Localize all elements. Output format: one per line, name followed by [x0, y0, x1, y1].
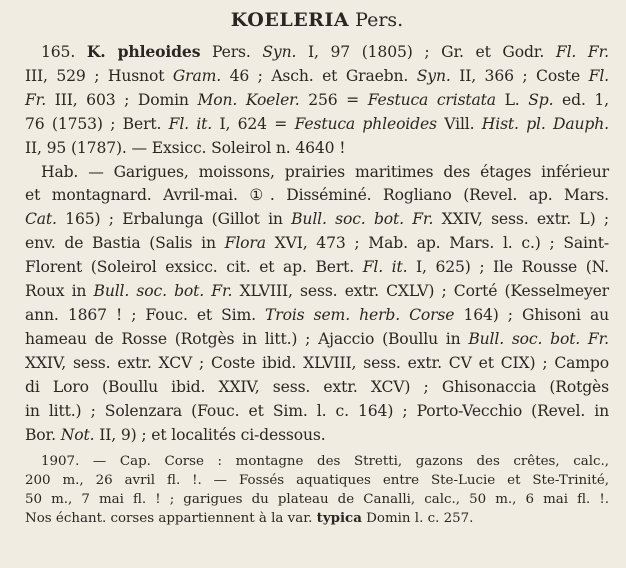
text-line	[25, 453, 609, 472]
text-line	[25, 304, 609, 328]
text-line	[25, 208, 609, 232]
text-line	[25, 184, 609, 208]
text-run: Florent (Soleirol exsicc. cit. et ap. Bert.	[25, 258, 363, 277]
text-run: 1907. — Cap. Corse : montagne des Stretti, gazons des crêtes, calc.,	[41, 454, 609, 470]
text-run: XLVIII, sess. extr. CXLV) ; Corté (Kesselmeyer	[232, 282, 609, 301]
text-run: I, 97 (1805) ; Gr. et Godr.	[296, 43, 556, 61]
text-line	[25, 89, 609, 113]
text-line	[25, 161, 609, 185]
text-run: III, 603 ; Domin	[46, 90, 198, 109]
text-run: 165) ; Erbalunga (Gillot in	[56, 210, 292, 229]
italic-run: Bull. soc. bot. Fr.	[93, 282, 233, 301]
text-run: Pers.	[200, 43, 263, 61]
text-run: XVI, 473 ; Mab. ap. Mars. l. c.) ; Saint-	[265, 234, 609, 253]
text-run: 165.	[41, 43, 87, 61]
text-run: env. de Bastia (Salis in	[25, 234, 225, 253]
text-line	[25, 376, 609, 400]
text-line	[25, 352, 609, 376]
italic-run: Sp.	[528, 90, 554, 109]
text-line	[25, 491, 609, 510]
text-run: Hab. — Garigues, moissons, prairies maritimes des étages inférieur	[41, 162, 609, 181]
text-run: III, 529 ; Husnot	[25, 66, 173, 85]
observations-paragraph	[25, 453, 609, 528]
italic-run: Festuca phleoides	[294, 114, 437, 133]
italic-run: Fl. it.	[362, 258, 408, 277]
text-line	[25, 137, 609, 161]
italic-run: Fl.	[588, 66, 609, 85]
text-line	[25, 509, 609, 529]
text-run: Vill.	[436, 114, 482, 133]
genus-author: Pers.	[355, 9, 404, 31]
text-line	[25, 472, 609, 491]
text-run: 256 =	[299, 90, 368, 109]
bold-run: K. phleoides	[86, 42, 201, 61]
italic-run: Syn.	[262, 43, 297, 61]
text-run: XXIV, sess. extr. L) ;	[433, 210, 609, 229]
text-run: Nos échant. corses appartiennent à la var.	[25, 511, 317, 527]
italic-run: Trois sem. herb. Corse	[265, 305, 455, 324]
italic-run: Mon. Koeler.	[197, 90, 300, 109]
italic-run: Fr.	[25, 90, 47, 109]
text-line	[25, 256, 609, 280]
text-run: Roux in	[25, 282, 94, 301]
text-line	[25, 40, 609, 65]
text-run: XXIV, sess. extr. XCV ; Coste ibid. XLVIII, sess. extr. CV et CIX) ; Campo	[25, 353, 609, 372]
text-run: 50 m., 7 mai fl. ! ; garigues du plateau de Canalli, calc., 50 m., 6 mai fl. !.	[25, 491, 609, 507]
text-line	[25, 424, 609, 448]
text-run: 46 ; Asch. et Graebn.	[221, 66, 417, 85]
text-run: 76 (1753) ; Bert.	[25, 114, 169, 133]
text-run: ed. 1,	[553, 90, 609, 109]
text-line	[25, 65, 609, 89]
text-run: 164) ; Ghisoni au	[454, 305, 609, 324]
italic-run: Hist. pl. Dauph.	[481, 114, 609, 133]
text-run: L.	[495, 90, 529, 109]
italic-run: Flora	[224, 234, 266, 253]
text-run: di Loro (Boullu ibid. XXIV, sess. extr. XCV) ; Ghisonaccia (Rotgès	[25, 377, 609, 396]
text-run: I, 624 =	[212, 114, 295, 133]
text-run: in litt.) ; Solenzara (Fouc. et Sim. l. c. 164) ; Porto-Vecchio (Revel. in	[25, 401, 609, 420]
italic-run: Gram.	[172, 66, 222, 85]
italic-run: Fl. it.	[168, 114, 213, 133]
text-run: 200 m., 26 avril fl. !. — Fossés aquatiques entre Ste-Lucie et Ste-Trinité,	[25, 473, 609, 488]
text-line	[25, 280, 609, 304]
text-run: II, 9) ; et localités ci-dessous.	[94, 425, 326, 444]
text-line	[25, 400, 609, 424]
genus-name: KOELERIA	[230, 9, 350, 31]
text-line	[25, 232, 609, 256]
text-run: ann. 1867 ! ; Fouc. et Sim.	[25, 305, 266, 324]
text-run: II, 95 (1787). — Exsicc. Soleirol n. 4640 !	[25, 138, 346, 157]
bold-run: typica	[316, 510, 362, 527]
text-line	[25, 328, 609, 352]
italic-run: Bull. soc. bot. Fr.	[291, 210, 434, 229]
italic-run: Syn.	[416, 66, 451, 85]
text-run: et montagnard. Avril-mai. ①. Disséminé. Rogliano (Revel. ap. Mars.	[25, 186, 609, 205]
italic-run: Fl. Fr.	[555, 43, 609, 61]
text-line	[25, 113, 609, 137]
text-run: II, 366 ; Coste	[450, 66, 589, 85]
genus-header	[25, 0, 609, 40]
species-citation-paragraph	[25, 40, 609, 161]
text-run: hameau de Rosse (Rotgès in litt.) ; Ajaccio (Boullu in	[25, 329, 469, 348]
italic-run: Not.	[60, 425, 95, 444]
italic-run: Festuca cristata	[367, 90, 496, 109]
italic-run: Bull. soc. bot. Fr.	[468, 329, 609, 348]
italic-run: Cat.	[25, 210, 57, 229]
habitat-paragraph	[25, 161, 609, 448]
text-run: I, 625) ; Ile Rousse (N.	[407, 258, 609, 277]
text-run: Bor.	[25, 425, 61, 444]
text-run: Domin l. c. 257.	[361, 511, 474, 527]
